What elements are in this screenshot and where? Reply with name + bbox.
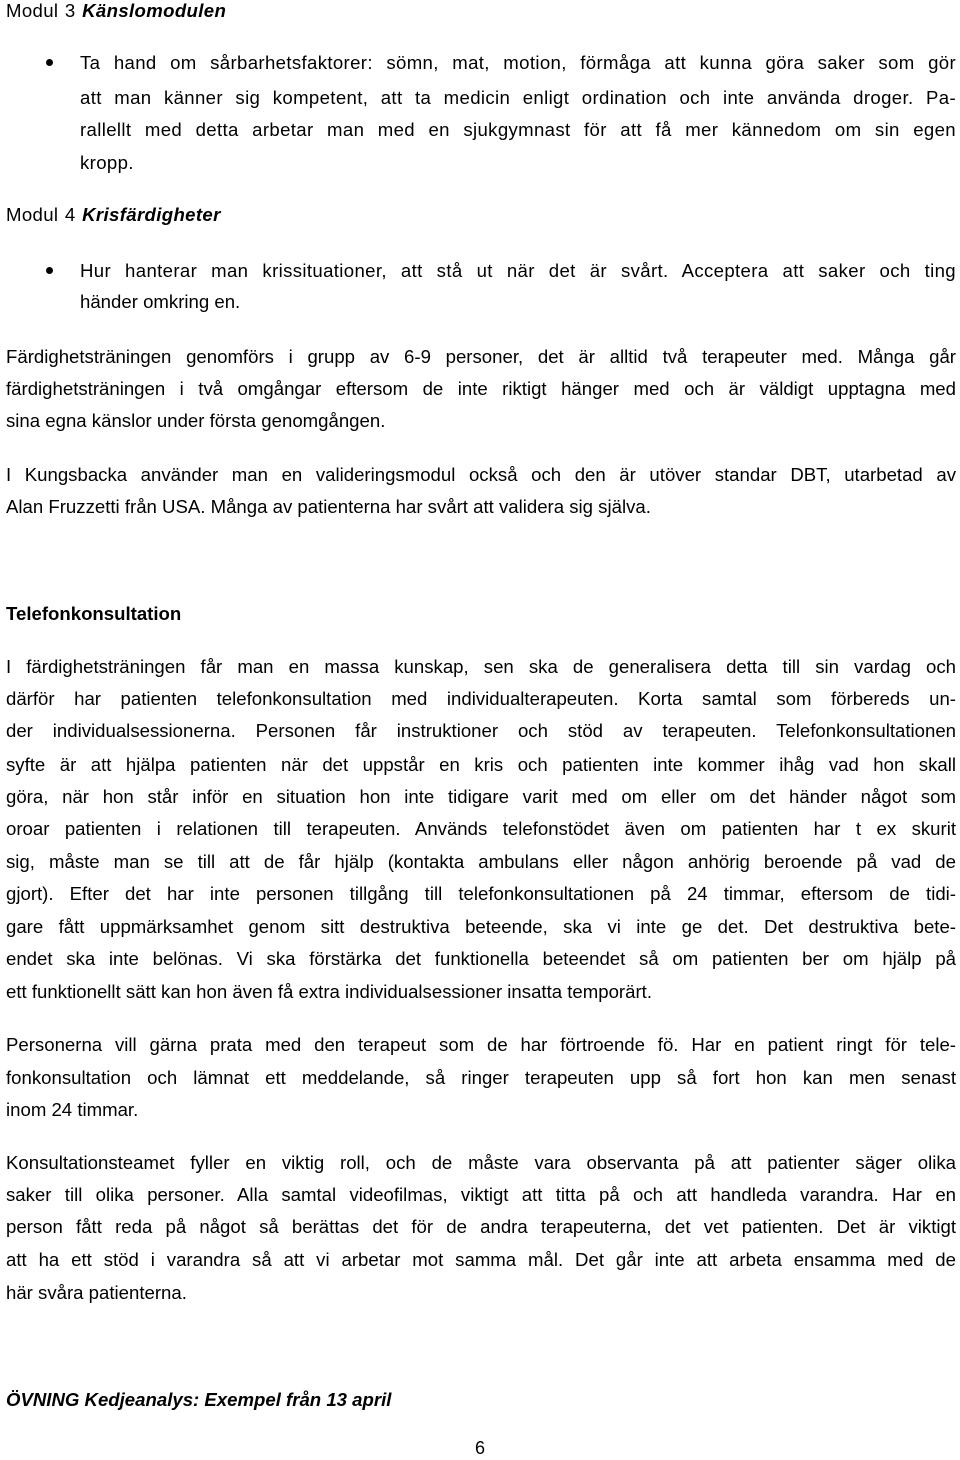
- modul3-bullet-line: att man känner sig kompetent, att ta medicin enligt ordination och inte använda droger. Pa-: [80, 87, 956, 108]
- paragraph-line: gjort). Efter det har inte personen tillgång till telefonkonsultationen på 24 timmar, eftersom de tidi-: [6, 883, 956, 904]
- paragraph-line: därför har patienten telefonkonsultation med individualterapeuten. Korta samtal som förbereds un-: [6, 688, 956, 709]
- paragraph-line: Konsultationsteamet fyller en viktig roll, och de måste vara observanta på att patienter säger olika: [6, 1152, 956, 1173]
- bullet-icon: [46, 267, 53, 274]
- modul4-title: Krisfärdigheter: [82, 204, 221, 225]
- paragraph-line: der individualsessionerna. Personen får instruktioner och stöd av terapeuten. Telefonkonsultationen: [6, 720, 956, 741]
- paragraph-line: här svåra patienterna.: [6, 1282, 187, 1303]
- modul4-bullet-line: Hur hanterar man krissituationer, att stå ut när det är svårt. Acceptera att saker och ting: [80, 260, 956, 281]
- modul3-title: Känslomodulen: [82, 0, 227, 21]
- paragraph-line: person fått reda på något så berättas det för de andra terapeuterna, det vet patienten. Det är viktigt: [6, 1216, 956, 1237]
- paragraph-line: Alan Fruzzetti från USA. Många av patienterna har svårt att validera sig själva.: [6, 496, 651, 517]
- paragraph-line: oroar patienten i relationen till terapeuten. Används telefonstödet även om patienten har t ex skurit: [6, 818, 956, 839]
- paragraph-line: fonkonsultation och lämnat ett meddelande, så ringer terapeuten upp så fort hon kan men senast: [6, 1067, 956, 1088]
- bullet-icon: [46, 59, 53, 66]
- paragraph-line: Personerna vill gärna prata med den terapeut som de har förtroende fö. Har en patient ringt för tele-: [6, 1034, 956, 1055]
- modul3-bullet-line: kropp.: [80, 152, 134, 173]
- modul3-prefix: Modul 3: [6, 0, 76, 21]
- paragraph-line: att ha ett stöd i varandra så att vi arbetar mot samma mål. Det går inte att arbeta ensamma med de: [6, 1249, 956, 1270]
- paragraph-line: I Kungsbacka använder man en valideringsmodul också och den är utöver standar DBT, utarbetad av: [6, 464, 956, 485]
- modul3-heading: [6, 0, 956, 22]
- paragraph-line: göra, när hon står inför en situation hon inte tidigare varit med om eller om det händer något som: [6, 786, 956, 807]
- paragraph-line: inom 24 timmar.: [6, 1099, 139, 1120]
- paragraph-line: saker till olika personer. Alla samtal videofilmas, viktigt att titta på och att handleda varandra. Har en: [6, 1184, 956, 1205]
- paragraph-line: Färdighetsträningen genomförs i grupp av 6-9 personer, det är alltid två terapeuter med. Många går: [6, 346, 956, 367]
- modul3-bullet-line: rallellt med detta arbetar man med en sjukgymnast för att få mer kännedom om sin egen: [80, 119, 956, 140]
- paragraph-line: I färdighetsträningen får man en massa kunskap, sen ska de generalisera detta till sin vardag och: [6, 656, 956, 677]
- section-heading-ovning: ÖVNING Kedjeanalys: Exempel från 13 april: [6, 1389, 392, 1410]
- modul4-heading: [6, 204, 956, 226]
- page-number: 6: [474, 1438, 485, 1458]
- paragraph-line: sig, måste man se till att de får hjälp (kontakta ambulans eller någon anhörig beroende på vad de: [6, 851, 956, 872]
- paragraph-line: färdighetsträningen i två omgångar eftersom de inte riktigt hänger med och är väldigt upptagna med: [6, 378, 956, 399]
- paragraph-line: syfte är att hjälpa patienten när det uppstår en kris och patienten inte kommer ihåg vad hon skall: [6, 754, 956, 775]
- modul4-bullet-line: händer omkring en.: [80, 291, 241, 312]
- paragraph-line: sina egna känslor under första genomgången.: [6, 410, 386, 431]
- section-heading-telefonkonsultation: Telefonkonsultation: [6, 603, 182, 624]
- modul3-bullet-line: Ta hand om sårbarhetsfaktorer: sömn, mat, motion, förmåga att kunna göra saker som gör: [80, 52, 956, 73]
- paragraph-line: endet ska inte belönas. Vi ska förstärka det funktionella beteendet så om patienten ber om hjälp på: [6, 948, 956, 969]
- paragraph-line: gare fått uppmärksamhet genom sitt destruktiva beteende, ska vi inte ge det. Det destruktiva bete-: [6, 916, 956, 937]
- paragraph-line: ett funktionellt sätt kan hon även få extra individualsessioner insatta temporärt.: [6, 981, 652, 1002]
- modul4-prefix: Modul 4: [6, 204, 76, 225]
